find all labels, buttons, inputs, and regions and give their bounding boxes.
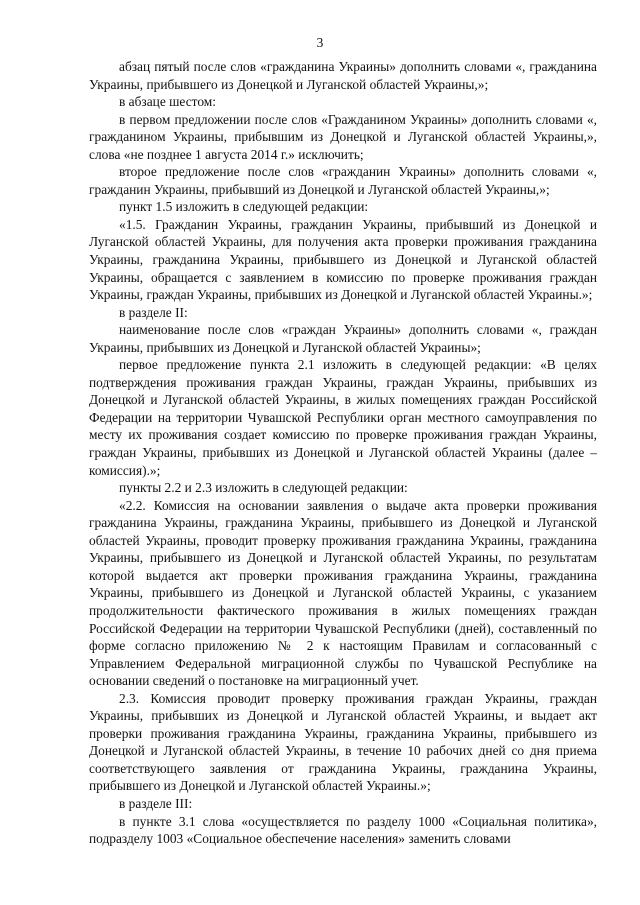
paragraph: в абзаце шестом: [119,94,216,110]
paragraph: второе предложение после слов «гражданин Украины» дополнить словами «, гражданин Украины, прибывший из Донецкой и Луганской областей Украины,»; [89,164,597,197]
paragraph: 2.3. Комиссия проводит проверку проживания граждан Украины, граждан Украины, прибывших из Донецкой и Луганской областей Украины, и выдает акт проверки проживания гражданина Украины, гражданина Украины, прибывшего из Донецкой и Луганской областей Украины, в течение 10 рабочих дней со дня приема соответствующего заявления от гражданина Украины, гражданина Украины, прибывшего из Донецкой и Луганской областей Украины.»; [89,690,597,794]
paragraph: в первом предложении после слов «Гражданином Украины» дополнить словами «, гражданином Украины, прибывшим из Донецкой и Луганской областей Украины,», слова «не позднее 1 августа 2014 г.» исключить; [89,111,597,162]
paragraph: в разделе III: [119,795,193,811]
page-number: 3 [316,35,324,50]
paragraph: пункты 2.2 и 2.3 изложить в следующей редакции: [119,480,408,496]
paragraph: в пункте 3.1 слова «осуществляется по разделу 1000 «Социальная политика», подразделу 1003 «Социальное обеспечение населения» заменить словами [89,813,597,847]
paragraph: пункт 1.5 изложить в следующей редакции: [119,199,369,215]
paragraph: наименование после слов «граждан Украины» дополнить словами «, граждан Украины, прибывших из Донецкой и Луганской областей Украины»; [89,322,597,355]
paragraph: абзац пятый после слов «гражданина Украины» дополнить словами «, гражданина Украины, прибывшего из Донецкой и Луганской областей Украины,»; [89,59,597,92]
document-body [89,58,597,848]
paragraph: «2.2. Комиссия на основании заявления о выдаче акта проверки проживания гражданина Украины, гражданина Украины, прибывшего из Донецкой и Луганской областей Украины, проводит проверку проживания гражданина Украины, гражданина Украины, прибывшего из Донецкой и Луганской областей Украины, по результатам которой выдается акт проверки проживания гражданина Украины, гражданина Украины, прибывшего из Донецкой и Луганской областей Украины, с указанием продолжительности фактического проживания в жилых помещениях граждан Российской Федерации на территории Чувашской Республики (дней), составленный по форме согласно приложению № 2 к настоящим Правилам и согласованный с Управлением Федеральной миграционной службы по Чувашской Республике на основании сведений о постановке на миграционный учет. [89,497,597,689]
paragraph: первое предложение пункта 2.1 изложить в следующей редакции: «В целях подтверждения проживания граждан Украины, граждан Украины, прибывших из Донецкой и Луганской областей Украины, в жилых помещениях граждан Российской Федерации на территории Чувашской Республики орган местного самоуправления по месту их проживания создает комиссию по проверке проживания граждан Украины, граждан Украины, прибывших из Донецкой и Луганской областей Украины (далее – комиссия).»; [89,357,597,478]
paragraph: в разделе II: [119,304,188,320]
paragraph: «1.5. Гражданин Украины, гражданин Украины, прибывший из Донецкой и Луганской областей Украины, для получения акта проверки проживания гражданина Украины, гражданина Украины, прибывшего из Донецкой и Луганской областей Украины, обращается с заявлением в комиссию по проверке проживания граждан Украины, граждан Украины, прибывших из Донецкой и Луганской областей Украины.»; [89,216,597,303]
